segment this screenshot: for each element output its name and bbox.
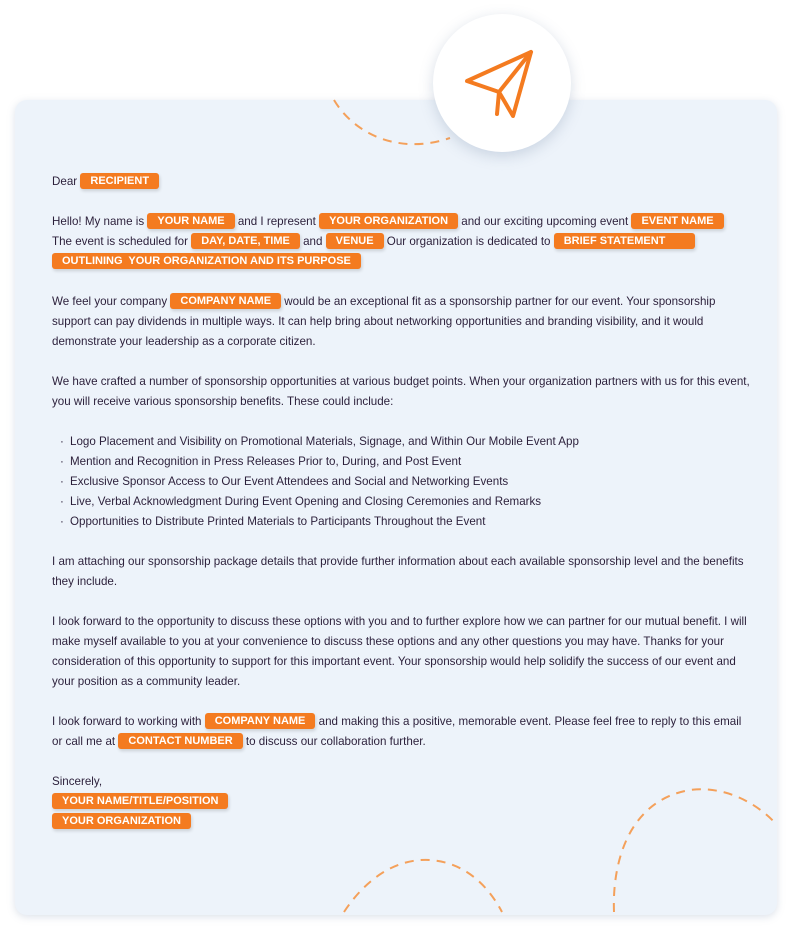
event-name-tag: EVENT NAME <box>631 213 723 229</box>
venue-tag: VENUE <box>326 233 384 249</box>
organization-purpose-tag: OUTLINING YOUR ORGANIZATION AND ITS PURPOSE <box>52 253 361 269</box>
working-text-1: I look forward to working with <box>52 715 202 728</box>
intro-text-2: and I represent <box>237 215 316 228</box>
list-item: · Exclusive Sponsor Access to Our Event Attendees and Social and Networking Events <box>60 472 752 492</box>
day-date-time-tag: DAY, DATE, TIME <box>191 233 300 249</box>
greeting-text: Dear <box>52 175 78 188</box>
benefits-list <box>52 432 752 532</box>
intro-text-1: Hello! My name is <box>52 215 145 228</box>
crafted-paragraph: We have crafted a number of sponsorship opportunities at various budget points. When your organization partners with us for this event, you will receive various sponsorship benefits. These could include: <box>52 375 750 408</box>
list-item: · Logo Placement and Visibility on Promotional Materials, Signage, and Within Our Mobile Event App <box>60 432 752 452</box>
list-item: · Mention and Recognition in Press Releases Prior to, During, and Post Event <box>60 452 752 472</box>
intro-text-6: Our organization is dedicated to <box>386 235 551 248</box>
letter-body <box>52 172 752 832</box>
fit-text-1: We feel your company <box>52 295 168 308</box>
intro-text-5: and <box>303 235 323 248</box>
fit-text-2: would be an exceptional fit as a sponsorship partner for our event. Your sponsorship support can pay dividends in multiple ways. It can help bring about networking opportunities and branding visibility, and it would demonstrate your leadership as a corporate citizen. <box>52 295 716 348</box>
recipient-tag: RECIPIENT <box>80 173 159 189</box>
working-paragraph <box>52 712 752 752</box>
intro-text-4: The event is scheduled for <box>52 235 188 248</box>
sincerely-text: Sincerely, <box>52 775 103 788</box>
company-name-tag: COMPANY NAME <box>205 713 316 729</box>
intro-paragraph <box>52 212 752 272</box>
intro-text-3: and our exciting upcoming event <box>461 215 629 228</box>
closing-organization-tag: YOUR ORGANIZATION <box>52 813 191 829</box>
company-name-tag: COMPANY NAME <box>170 293 281 309</box>
fit-paragraph <box>52 292 752 352</box>
contact-number-tag: CONTACT NUMBER <box>118 733 242 749</box>
forward-paragraph: I look forward to the opportunity to discuss these options with you and to further explore how we can partner for our mutual benefit. I will make myself available to you at your convenience to discuss these options and any other questions you may have. Thanks for your consideration of this opportunity to support for this important event. Your sponsorship would help solidify the success of our event and your position as a community leader. <box>52 615 747 688</box>
icon-circle <box>433 14 571 152</box>
working-text-2: and making this a positive, memorable event. Please feel free to reply to this email or call me at <box>52 715 742 748</box>
working-text-3: to discuss our collaboration further. <box>245 735 426 748</box>
name-title-position-tag: YOUR NAME/TITLE/POSITION <box>52 793 228 809</box>
brief-statement-tag: BRIEF STATEMENT <box>554 233 696 249</box>
your-name-tag: YOUR NAME <box>147 213 234 229</box>
greeting-line <box>52 172 752 192</box>
attach-paragraph: I am attaching our sponsorship package details that provide further information about each available sponsorship level and the benefits they include. <box>52 555 744 588</box>
closing-block <box>52 772 752 832</box>
paper-plane-icon <box>463 44 541 122</box>
list-item: · Live, Verbal Acknowledgment During Event Opening and Closing Ceremonies and Remarks <box>60 492 752 512</box>
list-item: · Opportunities to Distribute Printed Materials to Participants Throughout the Event <box>60 512 752 532</box>
your-organization-tag: YOUR ORGANIZATION <box>319 213 458 229</box>
